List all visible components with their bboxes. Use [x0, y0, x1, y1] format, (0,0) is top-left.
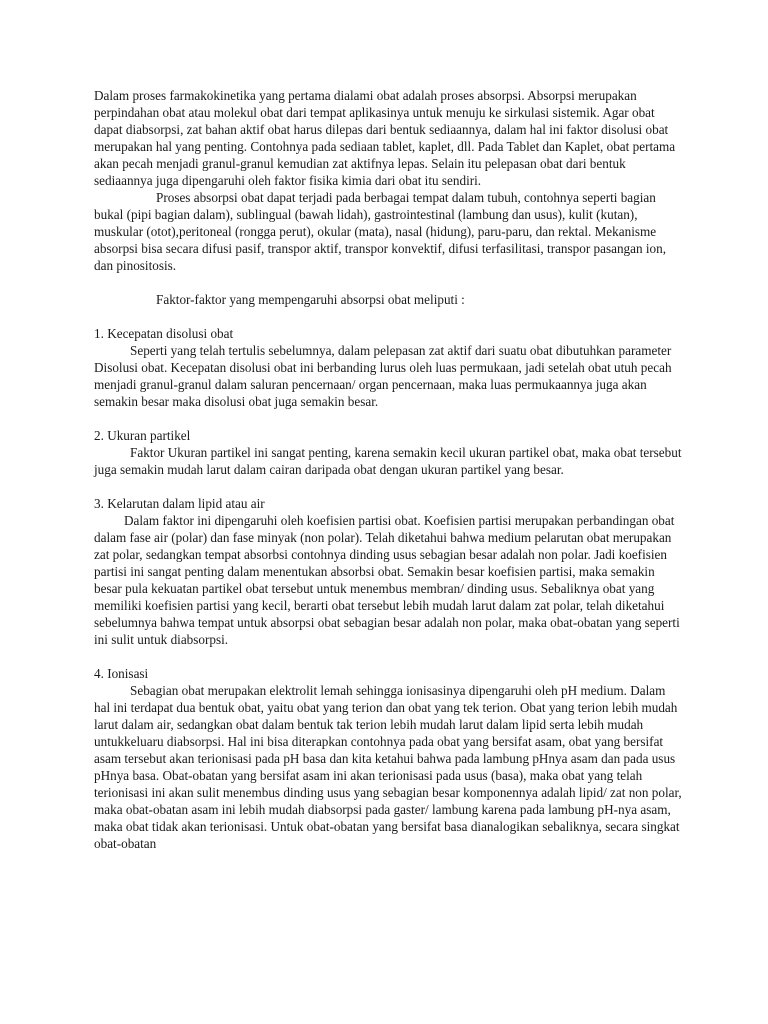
- section-3-heading: 3. Kelarutan dalam lipid atau air: [94, 496, 265, 511]
- spacer: [94, 274, 684, 291]
- section-4-heading: 4. Ionisasi: [94, 666, 149, 681]
- intro-paragraph: Dalam proses farmakokinetika yang pertama dialami obat adalah proses absorpsi. Absorpsi merupakan perpindahan obat atau molekul obat dari tempat aplikasinya untuk menuju ke sirkulasi sistemik. Agar obat dapat diabsorpsi, zat bahan aktif obat harus dilepas dari bentuk sediaannya, dalam hal ini faktor disolusi obat merupakan hal yang penting. Contohnya pada sediaan tablet, kaplet, dll. Pada Tablet dan Kaplet, obat pertama akan pecah menjadi granul-granul kemudian zat aktifnya lepas. Selain itu pelepasan obat dari bentuk sediaannya juga dipengaruhi oleh faktor fisika kimia dari obat itu sendiri.: [94, 88, 676, 188]
- section-4-body: Sebagian obat merupakan elektrolit lemah sehingga ionisasinya dipengaruhi oleh pH medium. Dalam hal ini terdapat dua bentuk obat, yaitu obat yang terion dan obat yang tek terion. Obat yang terion lebih mudah larut dalam air, sedangkan obat dalam bentuk tak terion lebih mudah larut dalam lipid serta lebih mudah untukkeluaru diabsorpsi. Hal ini bisa diterapkan contohnya pada obat yang bersifat asam, obat yang bersifat asam tersebut akan terionisasi pada pH basa dan kita ketahui bahwa pada lambung pHnya asam dan pada usus pHnya basa. Obat-obatan yang bersifat asam ini akan terionisasi pada usus (basa), maka obat yang telah terionisasi ini akan sulit menembus dinding usus yang sebagian besar komponennya adalah lipid/ zat non polar, maka obat-obatan asam ini lebih mudah diabsorpsi pada gaster/ lambung karena pada lambung pH-nya asam, maka obat tidak akan terionisasi. Untuk obat-obatan yang bersifat basa dianalogikan sebaliknya, secara singkat obat-obatan: [94, 683, 682, 851]
- spacer: [94, 478, 684, 495]
- spacer: [94, 648, 684, 665]
- section-1-heading: 1. Kecepatan disolusi obat: [94, 326, 234, 341]
- spacer: [94, 308, 684, 325]
- section-2-heading: 2. Ukuran partikel: [94, 428, 191, 443]
- process-paragraph: Proses absorpsi obat dapat terjadi pada berbagai tempat dalam tubuh, contohnya seperti bagian bukal (pipi bagian dalam), sublingual (bawah lidah), gastrointestinal (lambung dan usus), kulit (kutan), muskular (otot),peritoneal (rongga perut), okular (mata), nasal (hidung), paru-paru, dan rektal. Mekanisme absorpsi bisa secara difusi pasif, transpor aktif, transpor konvektif, difusi terfasilitasi, transpor pasangan ion, dan pinositosis.: [94, 190, 667, 273]
- document-page: [94, 87, 684, 852]
- section-3-body: Dalam faktor ini dipengaruhi oleh koefisien partisi obat. Koefisien partisi merupakan perbandingan obat dalam fase air (polar) dan fase minyak (non polar). Telah diketahui bahwa medium pelarutan obat merupakan zat polar, sedangkan tempat absorbsi contohnya dinding usus sebagian besar adalah non polar. Jadi koefisien partisi ini sangat penting dalam menentukan absorbsi obat. Semakin besar koefisien partisi, maka semakin besar pula kekuatan partikel obat tersebut untuk menembus membran/ dinding usus. Sebaliknya obat yang memiliki koefisien partisi yang kecil, berarti obat tersebut lebih mudah larut dalam zat polar, telah diketahui sebelumnya bahwa tempat untuk absorpsi obat sebagian besar adalah non polar, maka obat-obatan yang seperti ini sulit untuk diabsorpsi.: [94, 513, 680, 647]
- section-1-body: Seperti yang telah tertulis sebelumnya, dalam pelepasan zat aktif dari suatu obat dibutuhkan parameter Disolusi obat. Kecepatan disolusi obat ini berbanding lurus oleh luas permukaan, jadi setelah obat utuh pecah menjadi granul-granul dalam saluran pencernaan/ organ pencernaan, maka luas permukaannya juga akan semakin besar maka disolusi obat juga semakin besar.: [94, 343, 672, 409]
- spacer: [94, 410, 684, 427]
- factors-intro: Faktor-faktor yang mempengaruhi absorpsi obat meliputi :: [156, 292, 465, 307]
- section-2-body: Faktor Ukuran partikel ini sangat penting, karena semakin kecil ukuran partikel obat, maka obat tersebut juga semakin mudah larut dalam cairan daripada obat dengan ukuran partikel yang besar.: [94, 445, 682, 477]
